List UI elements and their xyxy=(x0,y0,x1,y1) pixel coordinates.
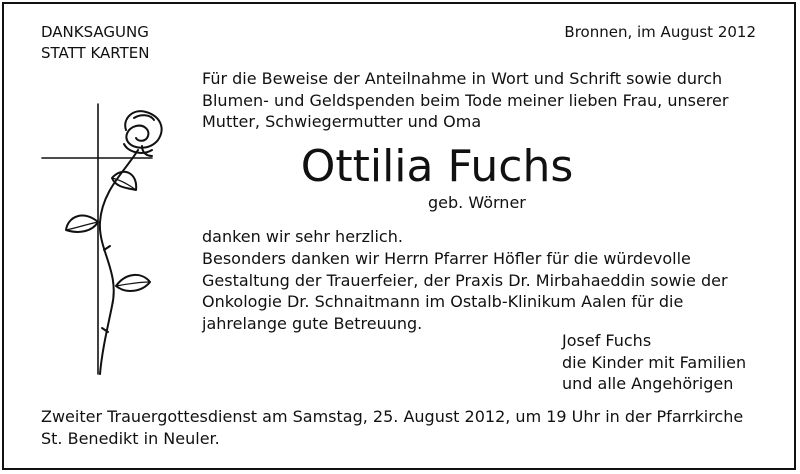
thanks-line: danken wir sehr herzlich. xyxy=(202,227,403,246)
notice-heading xyxy=(41,22,149,64)
signers-block xyxy=(562,330,746,395)
place-date: Bronnen, im August 2012 xyxy=(564,23,756,41)
special-thanks-line-2: Gestaltung der Trauerfeier, der Praxis Dr. Mirbahaeddin sowie der xyxy=(202,270,728,290)
service-line-1: Zweiter Trauergottesdienst am Samstag, 25. August 2012, um 19 Uhr in der Pfarrkirche xyxy=(41,407,744,426)
intro-line-2: Blumen- und Geldspenden beim Tode meiner lieben Frau, unserer xyxy=(202,90,729,110)
intro-line-1: Für die Beweise der Anteilnahme in Wort und Schrift sowie durch xyxy=(202,69,723,88)
special-thanks-line-3: Onkologie Dr. Schnaitmann im Ostalb-Klinikum Aalen für die xyxy=(202,292,684,311)
special-thanks-paragraph xyxy=(202,248,728,334)
heading-line-1: DANKSAGUNG xyxy=(41,23,149,41)
service-line-2: St. Benedikt in Neuler. xyxy=(41,428,220,448)
special-thanks-line-1: Besonders danken wir Herrn Pfarrer Höfler für die würdevolle xyxy=(202,249,691,268)
intro-line-3: Mutter, Schwiegermutter und Oma xyxy=(202,112,482,131)
signer-line-2: die Kinder mit Familien xyxy=(562,352,747,372)
service-announcement xyxy=(41,406,743,449)
signer-line-3: und alle Angehörigen xyxy=(562,374,734,393)
signer-line-1: Josef Fuchs xyxy=(562,331,652,350)
heading-line-2: STATT KARTEN xyxy=(41,44,150,62)
special-thanks-line-4: jahrelange gute Betreuung. xyxy=(202,313,423,333)
birth-name: geb. Wörner xyxy=(428,193,526,212)
intro-paragraph xyxy=(202,68,728,133)
deceased-name: Ottilia Fuchs xyxy=(300,141,574,192)
